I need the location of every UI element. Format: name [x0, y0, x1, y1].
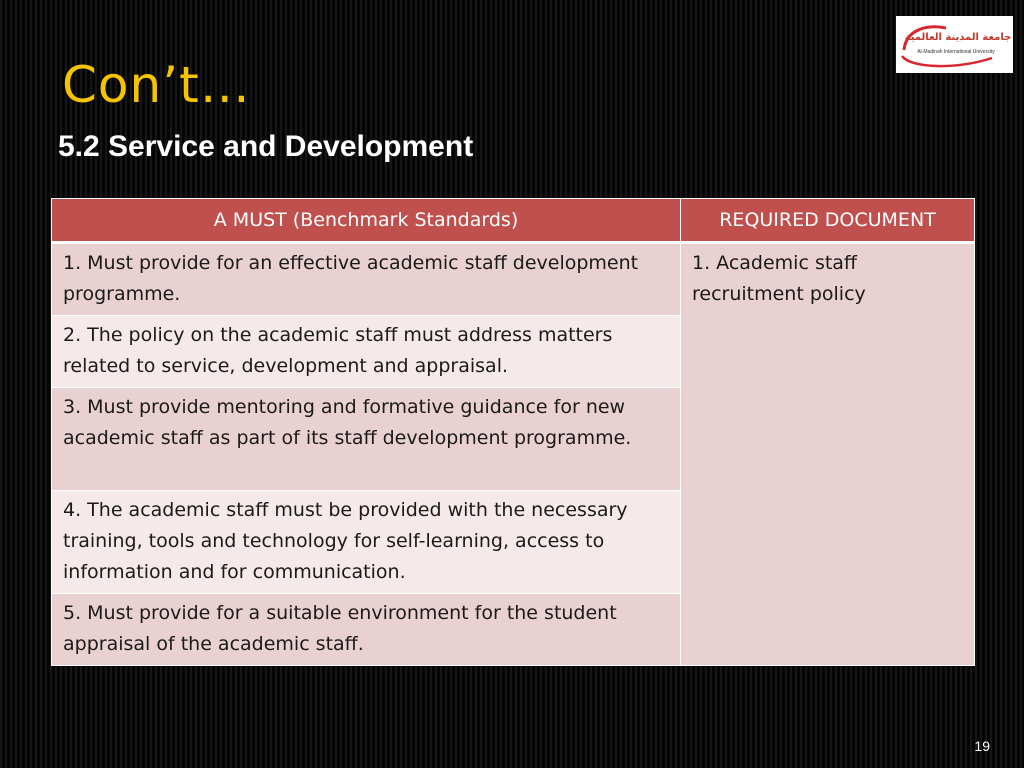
standard-cell-3: 3. Must provide mentoring and formative guidance for new academic staff as part of its staff development programme. — [52, 388, 681, 491]
university-logo — [896, 16, 1013, 73]
benchmark-table — [51, 198, 975, 666]
logo-graphic — [896, 16, 1013, 73]
table-row — [52, 243, 975, 316]
standard-cell-2: 2. The policy on the academic staff must address matters related to service, development and appraisal. — [52, 316, 681, 388]
header-required-document: REQUIRED DOCUMENT — [681, 199, 975, 243]
logo-arabic-text: جامعة المدينة العالمية — [904, 32, 1012, 43]
logo-english-text: Al-Madinah International University — [917, 49, 995, 55]
slide-subtitle: 5.2 Service and Development — [58, 130, 474, 163]
required-document-cell: 1. Academic staff recruitment policy — [681, 243, 975, 666]
logo-arc-bottom — [902, 56, 992, 66]
header-benchmark-standards: A MUST (Benchmark Standards) — [52, 199, 681, 243]
table-header-row — [52, 199, 975, 243]
standard-cell-5: 5. Must provide for a suitable environment for the student appraisal of the academic staff. — [52, 594, 681, 666]
page-number: 19 — [974, 738, 990, 754]
standard-cell-1: 1. Must provide for an effective academic staff development programme. — [52, 243, 681, 316]
standard-cell-4: 4. The academic staff must be provided with the necessary training, tools and technology for self-learning, access to information and for communication. — [52, 491, 681, 594]
slide-title: Con’t… — [62, 56, 251, 114]
